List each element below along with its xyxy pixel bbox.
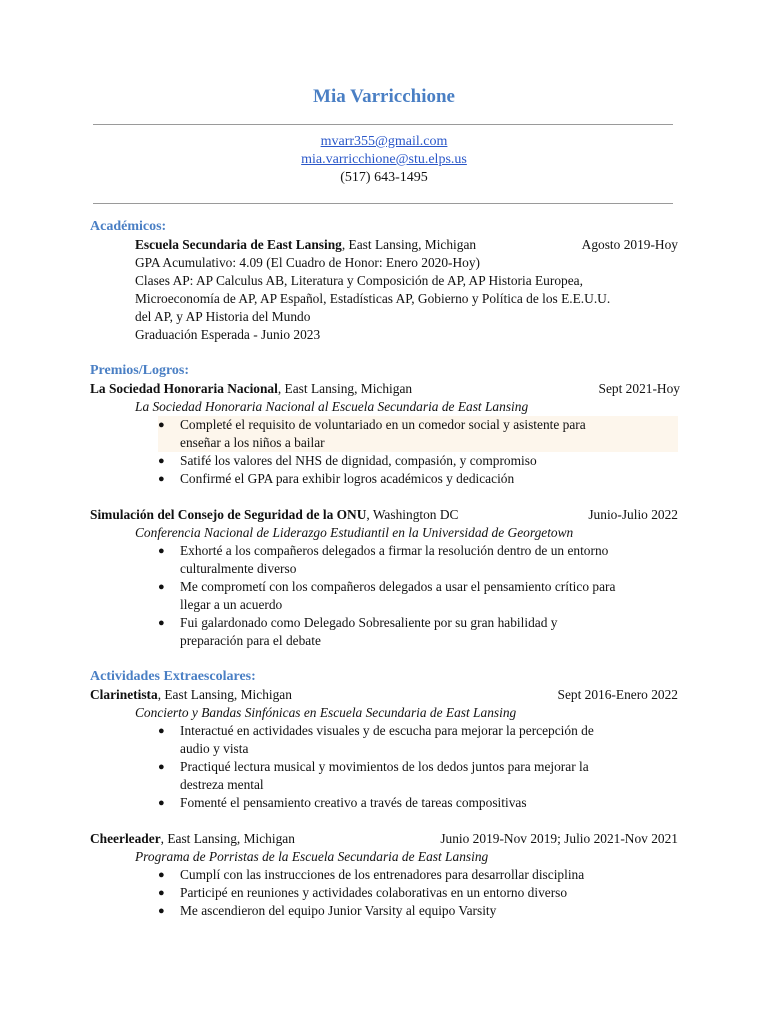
nhs-org: La Sociedad Honoraria Nacional [90, 381, 278, 396]
bullet-icon: ● [158, 887, 165, 899]
section-title-premios: Premios/Logros: [90, 363, 190, 378]
list-item-text: enseñar a los niños a bailar [180, 435, 325, 450]
contact-block [0, 133, 768, 187]
list-item-text: Confirmé el GPA para exhibir logros académicos y dedicación [180, 471, 515, 486]
list-item-text: destreza mental [180, 777, 264, 792]
bullet-icon: ● [158, 617, 165, 629]
clarinet-row [90, 686, 678, 704]
list-item-text: Interactué en actividades visuales y de escucha para mejorar la percepción de [180, 723, 594, 738]
list-item-text: audio y vista [180, 741, 249, 756]
bullet-icon: ● [158, 869, 165, 881]
bullet-icon: ● [158, 581, 165, 593]
bullet-icon: ● [158, 545, 165, 557]
graduation-line: Graduación Esperada - Junio 2023 [135, 327, 321, 342]
section-title-academicos: Académicos: [90, 219, 167, 234]
list-item-text: Cumplí con las instrucciones de los entrenadores para desarrollar disciplina [180, 867, 585, 882]
bullet-icon: ● [158, 905, 165, 917]
list-item-text: Me ascendieron del equipo Junior Varsity al equipo Varsity [180, 903, 497, 918]
bullet-icon: ● [158, 473, 165, 485]
list-item-text: Fomenté el pensamiento creativo a través de tareas compositivas [180, 795, 527, 810]
bullet-icon: ● [158, 455, 165, 467]
bullet-icon: ● [158, 797, 165, 809]
cheer-org: Cheerleader [90, 831, 161, 846]
phone-number: (517) 643-1495 [340, 170, 428, 185]
gpa-line: GPA Acumulativo: 4.09 (El Cuadro de Honor: Enero 2020-Hoy) [135, 255, 481, 270]
list-item-text: Practiqué lectura musical y movimientos de los dedos juntos para mejorar la [180, 759, 589, 774]
school-row [135, 236, 678, 254]
ap-classes-line-1: Clases AP: AP Calculus AB, Literatura y Composición de AP, AP Historia Europea, [135, 273, 583, 288]
ap-classes-line-2: Microeconomía de AP, AP Español, Estadísticas AP, Gobierno y Política de los E.E.U.U. [135, 291, 611, 306]
email-link-school[interactable]: mia.varricchione@stu.elps.us [301, 152, 467, 167]
school-location: , East Lansing, Michigan [341, 237, 477, 252]
nhs-location: , East Lansing, Michigan [277, 381, 413, 396]
list-item-text: Participé en reuniones y actividades colaborativas en un entorno diverso [180, 885, 568, 900]
cheer-location: , East Lansing, Michigan [160, 831, 295, 846]
email-link-personal[interactable]: mvarr355@gmail.com [320, 134, 448, 149]
list-item-text: Me comprometí con los compañeros delegados a usar el pensamiento crítico para [180, 579, 616, 594]
ap-classes-line-3: del AP, y AP Historia del Mundo [135, 309, 311, 324]
list-item-text: Completé el requisito de voluntariado en un comedor social y asistente para [180, 417, 586, 432]
clarinet-subtitle: Concierto y Bandas Sinfónicas en Escuela Secundaria de East Lansing [135, 705, 517, 720]
bullet-icon: ● [158, 419, 165, 431]
list-item-text: Fui galardonado como Delegado Sobresaliente por su gran habilidad y [180, 615, 558, 630]
onu-org: Simulación del Consejo de Seguridad de la ONU [90, 507, 367, 522]
clarinet-date: Sept 2016-Enero 2022 [557, 687, 678, 702]
onu-row [90, 506, 678, 524]
clarinet-org: Clarinetista [90, 687, 158, 702]
bullet-icon: ● [158, 725, 165, 737]
cheer-row [90, 830, 678, 848]
list-item-text: preparación para el debate [180, 633, 321, 648]
onu-location: , Washington DC [366, 507, 459, 522]
list-item-text: culturalmente diverso [180, 561, 297, 576]
list-item [158, 416, 678, 452]
onu-subtitle: Conferencia Nacional de Liderazgo Estudiantil en la Universidad de Georgetown [135, 525, 574, 540]
cheer-date: Junio 2019-Nov 2019; Julio 2021-Nov 2021 [440, 831, 678, 846]
list-item-text: llegar a un acuerdo [180, 597, 283, 612]
nhs-date: Sept 2021-Hoy [598, 381, 680, 396]
nhs-row [90, 380, 678, 398]
divider-top [93, 124, 673, 125]
divider-bottom [93, 203, 673, 204]
bullet-icon: ● [158, 761, 165, 773]
cheer-subtitle: Programa de Porristas de la Escuela Secundaria de East Lansing [135, 849, 489, 864]
clarinet-location: , East Lansing, Michigan [157, 687, 292, 702]
list-item-text: Exhorté a los compañeros delegados a firmar la resolución dentro de un entorno [180, 543, 609, 558]
onu-date: Junio-Julio 2022 [588, 507, 678, 522]
list-item-text: Satifé los valores del NHS de dignidad, compasión, y compromiso [180, 453, 537, 468]
nhs-subtitle: La Sociedad Honoraria Nacional al Escuela Secundaria de East Lansing [135, 399, 529, 414]
candidate-name: Mia Varricchione [313, 86, 455, 107]
section-title-actividades: Actividades Extraescolares: [90, 669, 256, 684]
school-name: Escuela Secundaria de East Lansing [135, 237, 342, 252]
school-date: Agosto 2019-Hoy [581, 237, 678, 252]
